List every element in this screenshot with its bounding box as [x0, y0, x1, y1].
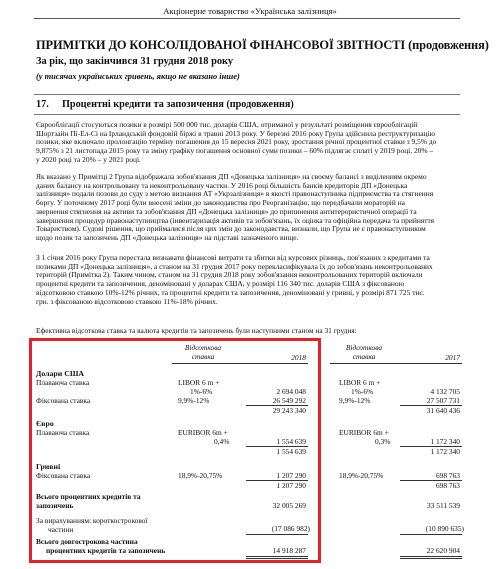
table-intro: Ефективна відсоткова ставка та валюта кредитів та запозичень були наступними станом на 31 грудня:	[36, 326, 357, 335]
header-text: ставка	[352, 352, 376, 361]
rate-text: EURIBOR 6m +	[178, 428, 228, 437]
header-text: Відсоткова	[184, 343, 222, 352]
units-note: (у тисячах українських гривень, якщо не вказано інше)	[36, 72, 240, 81]
uah-fixed-2017: 698 763	[435, 471, 460, 480]
usd-floating-rate-2017	[339, 378, 380, 396]
para-line: звернення стягнення на активи та зобов'язання ДП «Донецька залізниця» до припинення антитерористичної операції та	[36, 207, 417, 216]
paragraph-reclassification	[36, 254, 462, 306]
para-line: у 2020 році та 20% – у 2021 році.	[36, 155, 141, 164]
usd-fixed-2018: 26 549 292	[272, 396, 306, 405]
para-line: Як вказано у Примітці 2 Група відображала зобов'язання ДП «Донецька залізниця» на своєму балансі з виділенням окремо	[36, 173, 427, 181]
usd-total-2018: 29 243 340	[272, 406, 306, 415]
uah-rate-2018: 18,9%-20,75%	[178, 471, 223, 480]
para-line: відсотковою ставкою 10%-12% річних, та процентні кредити та запозичення, деноміновані у гривні, у розмірі 871 725 тис.	[36, 288, 425, 297]
uah-total-2018: 1 207 290	[276, 481, 306, 490]
para-line: боргу. У поточному 2017 році були внесені зміни до законодавства про Реорганізацію, що передбачали мораторій на	[36, 199, 405, 208]
para-line: позики, яке включало пролонгацію терміну погашення до 15 вересня 2021 року, зростання річної процентної ставки з 9,5% до	[36, 138, 437, 147]
header-text: Відсоткова	[345, 343, 383, 352]
section-title: Процентні кредити та запозичення (продовження)	[62, 99, 294, 110]
para-line: грн. з фіксованою відсотковою ставкою 11%-18% річних.	[36, 297, 218, 306]
usd-fixed-rate-2017: 9,9%-12%	[339, 396, 371, 405]
uah-total-2017: 698 763	[435, 481, 460, 490]
document-title: ПРИМІТКИ ДО КОНСОЛІДОВАНОЇ ФІНАНСОВОЇ ЗВІТНОСТІ (продовження)	[36, 38, 489, 52]
long-term-rule-2017	[400, 556, 462, 559]
para-line: З 1 січня 2016 року Група перестала визнавати фінансові витрати та збитки від курсових різниць, пов'язаних з кредитами та	[36, 254, 430, 262]
rate-text: LIBOR 6 m +	[178, 378, 220, 387]
short-term-2017: (10 890 635)	[425, 524, 464, 533]
usd-floating-2017: 4 132 705	[430, 387, 460, 396]
label-text: частини	[48, 525, 74, 534]
uah-fixed-label: Фіксована ставка	[36, 471, 91, 480]
para-line: залізниця» подали позови до суду з метою визнання АТ «Укрзалізниця» в якості правонаступника підприємства та стягнення	[36, 190, 434, 199]
header-rate-2017	[333, 343, 395, 361]
usd-fixed-label: Фіксована ставка	[36, 396, 91, 405]
label-text: запозичень	[36, 501, 74, 510]
eur-rate-2017	[339, 428, 390, 446]
long-term-2018: 14 918 287	[272, 546, 306, 555]
para-line: Шортзайн Пі-Ел-Сі на Ірландській фондовій біржі в травні 2013 року. У березні 2016 року Група здійснила реструктуризацію	[36, 129, 436, 138]
section-number: 17.	[36, 99, 49, 110]
para-line: 9,875% з 21 листопада 2015 року та зміну графіку погашення основної суми позики – 60% підлягає сплаті у 2019 році, 20% –	[36, 147, 434, 156]
eur-total-2018: 1 554 639	[276, 447, 306, 456]
para-line: Єврооблігації стосуються позики в розмірі 500 000 тис. доларів США, отриманої у результаті розміщення єврооблігацій	[36, 121, 418, 129]
highlight-box	[29, 338, 321, 563]
header-rule	[34, 18, 460, 19]
section-rule-top	[34, 94, 460, 95]
section-rule-bottom	[34, 114, 460, 115]
header-year-2017: 2017	[445, 353, 460, 362]
eur-floating-label: Плаваюча ставка	[36, 428, 90, 437]
short-term-2018: (17 086 982)	[271, 524, 310, 533]
para-line: щодо позик та запозичень ДП «Донецька залізниця» на підставі зазначеного вище.	[36, 233, 299, 242]
label-text: Всього процентних кредитів та	[36, 492, 141, 501]
para-line: територій (Примітка 2). Таким чином, станом на 31 грудня 2018 року зобов'язання неконтрольованих територій включали	[36, 271, 423, 280]
rate-text: EURIBOR 6m +	[339, 428, 389, 437]
long-term-2017: 22 620 904	[426, 546, 460, 555]
uah-fixed-2018: 1 207 290	[276, 471, 306, 480]
label-text: За вирахуванням: короткострокової	[36, 516, 148, 525]
rate-text: LIBOR 6 m +	[339, 378, 381, 387]
document-subtitle: За рік, що закінчився 31 грудня 2018 року	[36, 56, 234, 67]
short-term-rule-2017	[400, 534, 462, 535]
usd-fixed-2017: 27 507 731	[426, 396, 460, 405]
header-text: ставка	[191, 352, 215, 361]
usd-heading: Долари США	[36, 369, 85, 378]
usd-floating-label: Плаваюча ставка	[36, 378, 90, 387]
rate-text: 0,4%	[214, 437, 230, 446]
header-rule-2017	[330, 363, 462, 364]
usd-floating-2018: 2 694 048	[276, 387, 306, 396]
uah-rate-2017: 18,9%-20,75%	[339, 471, 384, 480]
para-line: Товариством). Судові рішення, що приймалися після цих змін до законодавства, визнали, що Група не є правонаступником	[36, 225, 426, 234]
total-2018: 32 005 269	[272, 501, 306, 510]
eur-floating-2017: 1 172 340	[430, 437, 460, 446]
rate-text: 1%-6%	[351, 387, 374, 396]
paragraph-donetsk	[36, 173, 462, 243]
eur-total-2017: 1 172 340	[430, 447, 460, 456]
eur-heading: Євро	[36, 419, 54, 428]
total-2017: 33 511 539	[427, 501, 460, 510]
usd-total-2017: 31 640 436	[426, 406, 460, 415]
eur-floating-2018: 1 554 639	[276, 437, 306, 446]
rate-text: 0,3%	[375, 437, 391, 446]
paragraph-eurobonds	[36, 121, 462, 165]
usd-fixed-rate-2018: 9,9%-12%	[178, 396, 210, 405]
para-line: завершення процедур правонаступництва (інвентаризація активів та зобов'язань, їх оцінка та офіційна передача та прийняття	[36, 216, 435, 225]
header-year-2018: 2018	[291, 353, 306, 362]
para-line: даних балансу на контрольовану та неконтрольовану частки. У 2016 році більшість банків кредиторів ДП «Донецька	[36, 181, 408, 190]
para-line: процентні кредити та запозичення, деноміновані у доларах США, у розмірі 116 340 тис. доларів США з фіксованою	[36, 280, 405, 289]
company-header: Акціонерне товариство «Українська залізниця»	[163, 6, 337, 16]
label-text: Всього довгострокова частина	[36, 537, 138, 546]
uah-heading: Гривні	[36, 462, 61, 471]
para-line: позиками ДП «Донецька залізниця», а станом на 31 грудня 2017 року перекласифікувала їх до зобов'язань неконтрольованих	[36, 262, 433, 271]
label-text: процентних кредитів та запозичень	[46, 546, 166, 555]
rate-text: 1%-6%	[190, 387, 213, 396]
